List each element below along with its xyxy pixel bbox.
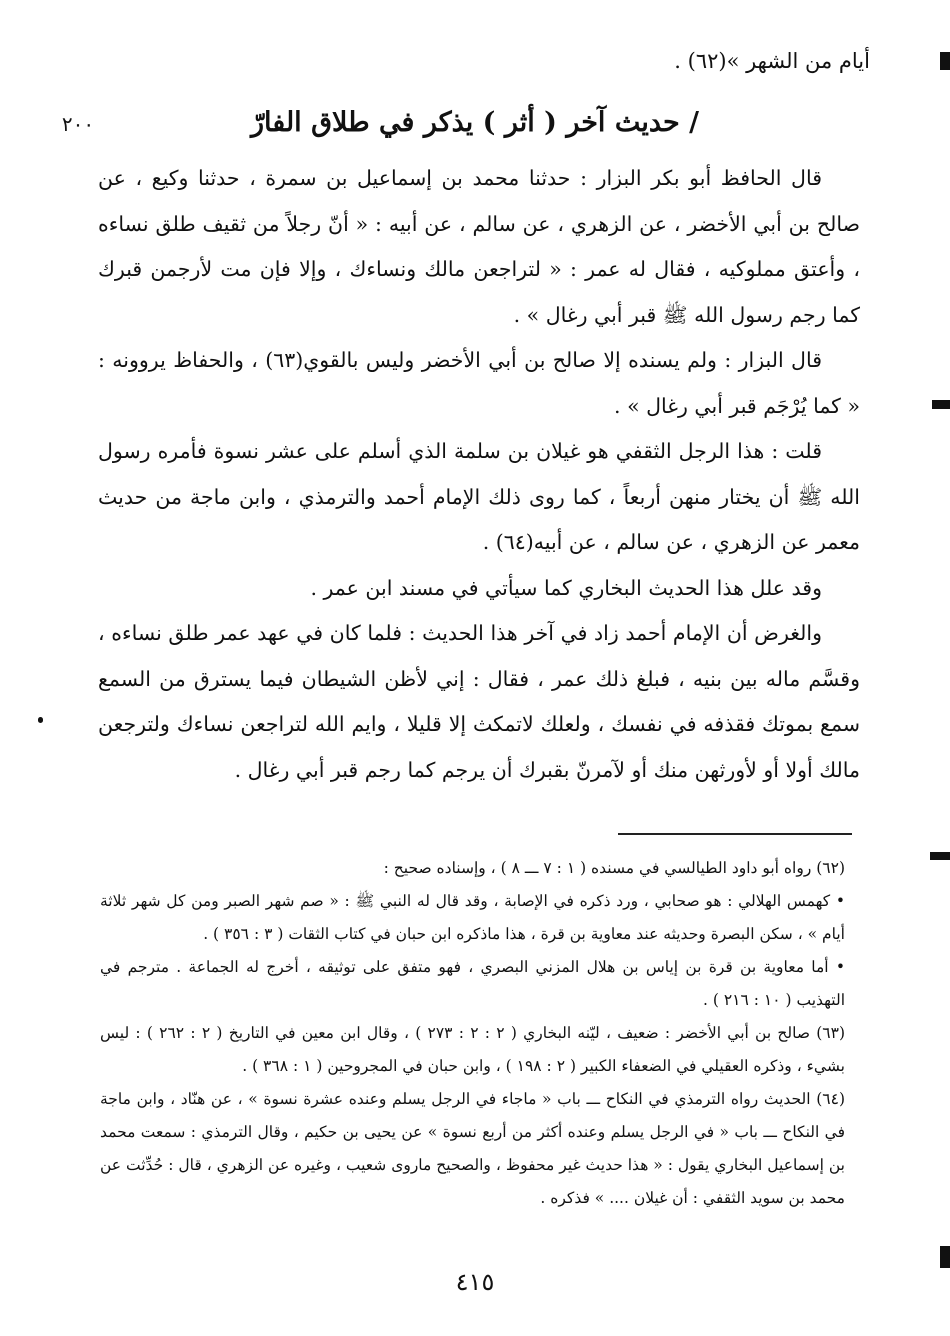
main-text	[98, 156, 860, 793]
footnotes	[100, 852, 845, 1215]
scan-mark	[940, 1246, 950, 1268]
footnote: • أما معاوية بن قرة بن إياس بن هلال المزني البصري ، فهو متفق على توثيقه ، أخرج له الجماعة . مترجم في التهذيب ( ١٠ : ٢١٦ ) .	[100, 958, 845, 1009]
paragraph: وقد علل هذا الحديث البخاري كما سيأتي في مسند ابن عمر .	[310, 575, 822, 600]
page-number: ٤١٥	[455, 1268, 495, 1296]
running-head: أيام من الشهر »(٦٢) .	[674, 49, 870, 73]
footnote: (٦٢) رواه أبو داود الطيالسي في مسنده ( ١ : ٧ ـــ ٨ ) ، وإسناده صحيح :	[383, 859, 845, 877]
paragraph: والغرض أن الإمام أحمد زاد في آخر هذا الحديث : فلما كان في عهد عمر طلق نساءه ، وقسَّم ماله بين بنيه ، فبلغ ذلك عمر ، فقال : إني لأظن الشيطان فيما يسترق من السمع سمع بموتك فقذفه في نفسك ، ولعلك لاتمكث إلا قليلا ، وايم الله لتراجعن نساءك ولترجعن مالك أولا أو لأورثهن منك أو لآمرنّ بقبرك أن يرجم كما رجم قبر أبي رغال .	[98, 621, 860, 782]
paragraph: قال الحافظ أبو بكر البزار : حدثنا محمد بن إسماعيل بن سمرة ، حدثنا وكيع ، عن صالح بن أبي الأخضر ، عن الزهري ، عن سالم ، عن أبيه : « أنّ رجلاً من ثقيف طلق نساءه ، وأعتق مملوكيه ، فقال له عمر : « لتراجعن مالك ونساءك ، وإلا فإن مت لأرجمن قبرك كما رجم رسول الله ﷺ قبر أبي رغال » .	[98, 166, 860, 327]
chapter-title: / حديث آخر ( أثر ) يذكر في طلاق الفارّ	[251, 107, 699, 138]
paragraph: قلت : هذا الرجل الثقفي هو غيلان بن سلمة الذي أسلم على عشر نسوة فأمره رسول الله ﷺ أن يختار منهن أربعاً ، كما روى ذلك الإمام أحمد والترمذي ، وابن ماجة من حديث معمر عن الزهري ، عن سالم ، عن أبيه(٦٤) .	[98, 439, 860, 554]
margin-page-number: ٢٠٠	[61, 112, 95, 136]
footnote: (٦٣) صالح بن أبي الأخضر : ضعيف ، ليّنه البخاري ( ٢ : ٢ : ٢٧٣ ) ، وقال ابن معين في التاريخ ( ٢ : ٢٦٢ ) : ليس بشيء ، وذكره العقيلي في الضعفاء الكبير ( ٢ : ١٩٨ ) ، وابن حبان في المجروحين ( ١ : ٣٦٨ ) .	[100, 1024, 846, 1075]
scan-mark	[38, 717, 43, 723]
footnote: (٦٤) الحديث رواه الترمذي في النكاح ـــ باب « ماجاء في الرجل يسلم وعنده عشرة نسوة » ، عن هنّاد ، وابن ماجة في النكاح ـــ باب « في الرجل يسلم وعنده أكثر من أربع نسوة » عن يحيى بن حكيم ، وقال الترمذي : سمعت محمد بن إسماعيل البخاري يقول : « هذا حديث غير محفوظ ، والصحيح ماروى شعيب ، وغيره عن الزهري ، قال : حُدِّثت عن محمد بن سويد الثقفي : أن غيلان .... » فذكره .	[100, 1090, 845, 1207]
footnote-separator	[618, 833, 852, 835]
footnote: • كهمس الهلالي : هو صحابي ، ورد ذكره في الإصابة ، وقد قال له النبي ﷺ : « صم شهر الصبر ومن كل شهر ثلاثة أيام » ، سكن البصرة وحديثه عند معاوية بن قرة ، هذا ماذكره ابن حبان في كتاب الثقات ( ٣ : ٣٥٦ ) .	[100, 892, 845, 943]
paragraph: قال البزار : ولم يسنده إلا صالح بن أبي الأخضر وليس بالقوي(٦٣) ، والحفاظ يروونه : « كما يُرْجَم قبر أبي رغال » .	[98, 348, 860, 418]
scan-mark	[940, 52, 950, 70]
scan-mark	[930, 852, 950, 860]
scan-mark	[932, 400, 950, 409]
